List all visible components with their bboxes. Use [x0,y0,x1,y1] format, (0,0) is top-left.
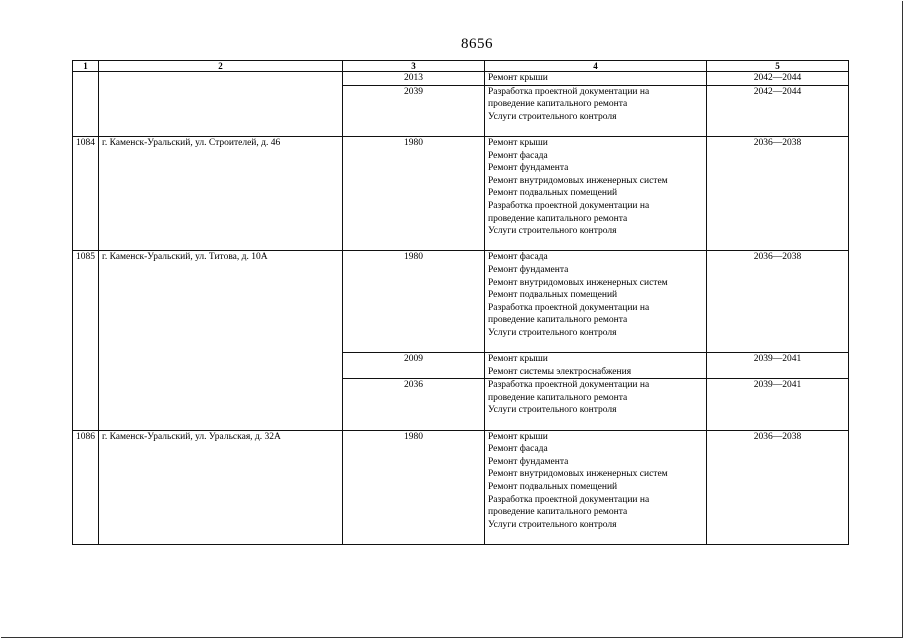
work-item: Ремонт крыши [488,137,548,148]
work-item: Ремонт фасада [488,150,548,161]
works-cell [485,353,707,379]
cell-spacer [488,123,703,136]
work-item: Ремонт подвальных помещений [488,188,618,199]
year-cell: 2009 [343,353,485,379]
table-header-row [73,61,849,72]
year-cell: 1980 [343,430,485,544]
row-number-cell [73,72,99,137]
address-cell: г. Каменск-Уральский, ул. Титова, д. 10А [99,251,343,430]
column-header-4: 4 [485,61,707,72]
work-item: Ремонт внутридомовых инженерных систем [488,277,668,288]
work-item: проведение капитального ремонта [488,99,628,110]
work-item: Ремонт крыши [488,431,548,442]
work-item: Ремонт подвальных помещений [488,290,618,301]
work-item: Разработка проектной документации на [488,200,650,211]
work-item: Ремонт фасада [488,444,548,455]
work-item: проведение капитального ремонта [488,392,628,403]
work-item: Услуги строительного контроля [488,405,617,416]
column-header-2: 2 [99,61,343,72]
work-item: Ремонт подвальных помещений [488,482,618,492]
work-item: Ремонт крыши [488,354,548,365]
repair-schedule-table [72,60,849,545]
row-number-cell: 1086 [73,430,99,544]
year-cell: 1980 [343,251,485,353]
work-item: Ремонт внутридомовых инженерных систем [488,469,668,480]
period-cell: 2036—2038 [707,430,849,544]
year-cell: 1980 [343,136,485,250]
period-cell: 2039—2041 [707,353,849,379]
works-cell [485,72,707,86]
works-cell [485,379,707,430]
column-header-1: 1 [73,61,99,72]
row-number-cell: 1084 [73,136,99,250]
period-cell: 2036—2038 [707,136,849,250]
work-item: Ремонт фундамента [488,456,569,467]
year-cell: 2013 [343,72,485,86]
work-item: Ремонт системы электроснабжения [488,366,632,377]
work-item: Услуги строительного контроля [488,226,617,237]
work-item: Ремонт фундамента [488,264,569,275]
cell-spacer [488,238,703,251]
period-cell: 2042—2044 [707,85,849,136]
cell-spacer [488,417,703,430]
table-row [73,430,849,544]
year-cell: 2039 [343,85,485,136]
work-item: проведение капитального ремонта [488,213,628,224]
table-row [73,251,849,353]
period-cell: 2042—2044 [707,72,849,86]
work-item: Разработка проектной документации на [488,86,650,97]
work-item: Услуги строительного контроля [488,111,617,122]
work-item: Разработка проектной документации на [488,302,650,313]
work-item: Ремонт фундамента [488,163,569,174]
table-row [73,136,849,250]
work-item: Ремонт внутридомовых инженерных систем [488,175,668,186]
year-cell: 2036 [343,379,485,430]
work-item: Услуги строительного контроля [488,327,617,338]
work-item: Услуги строительного контроля [488,519,617,530]
works-cell [485,430,707,544]
address-cell: г. Каменск-Уральский, ул. Строителей, д. 46 [99,136,343,250]
page-number: 8656 [461,36,493,52]
work-item: Разработка проектной документации на [488,380,650,391]
row-number-cell: 1085 [73,251,99,430]
period-cell: 2036—2038 [707,251,849,353]
cell-spacer [488,339,703,352]
table-body [73,72,849,545]
period-cell: 2039—2041 [707,379,849,430]
cell-spacer [488,531,703,544]
works-cell [485,85,707,136]
column-header-5: 5 [707,61,849,72]
table-row [73,72,849,86]
work-item: Ремонт фасада [488,252,548,263]
address-cell [99,72,343,137]
column-header-3: 3 [343,61,485,72]
work-item: проведение капитального ремонта [488,507,628,518]
work-item: проведение капитального ремонта [488,315,628,326]
work-item: Разработка проектной документации на [488,494,650,505]
works-cell [485,251,707,353]
works-cell [485,136,707,250]
address-cell: г. Каменск-Уральский, ул. Уральская, д. 32А [99,430,343,544]
work-item: Ремонт крыши [488,73,548,83]
